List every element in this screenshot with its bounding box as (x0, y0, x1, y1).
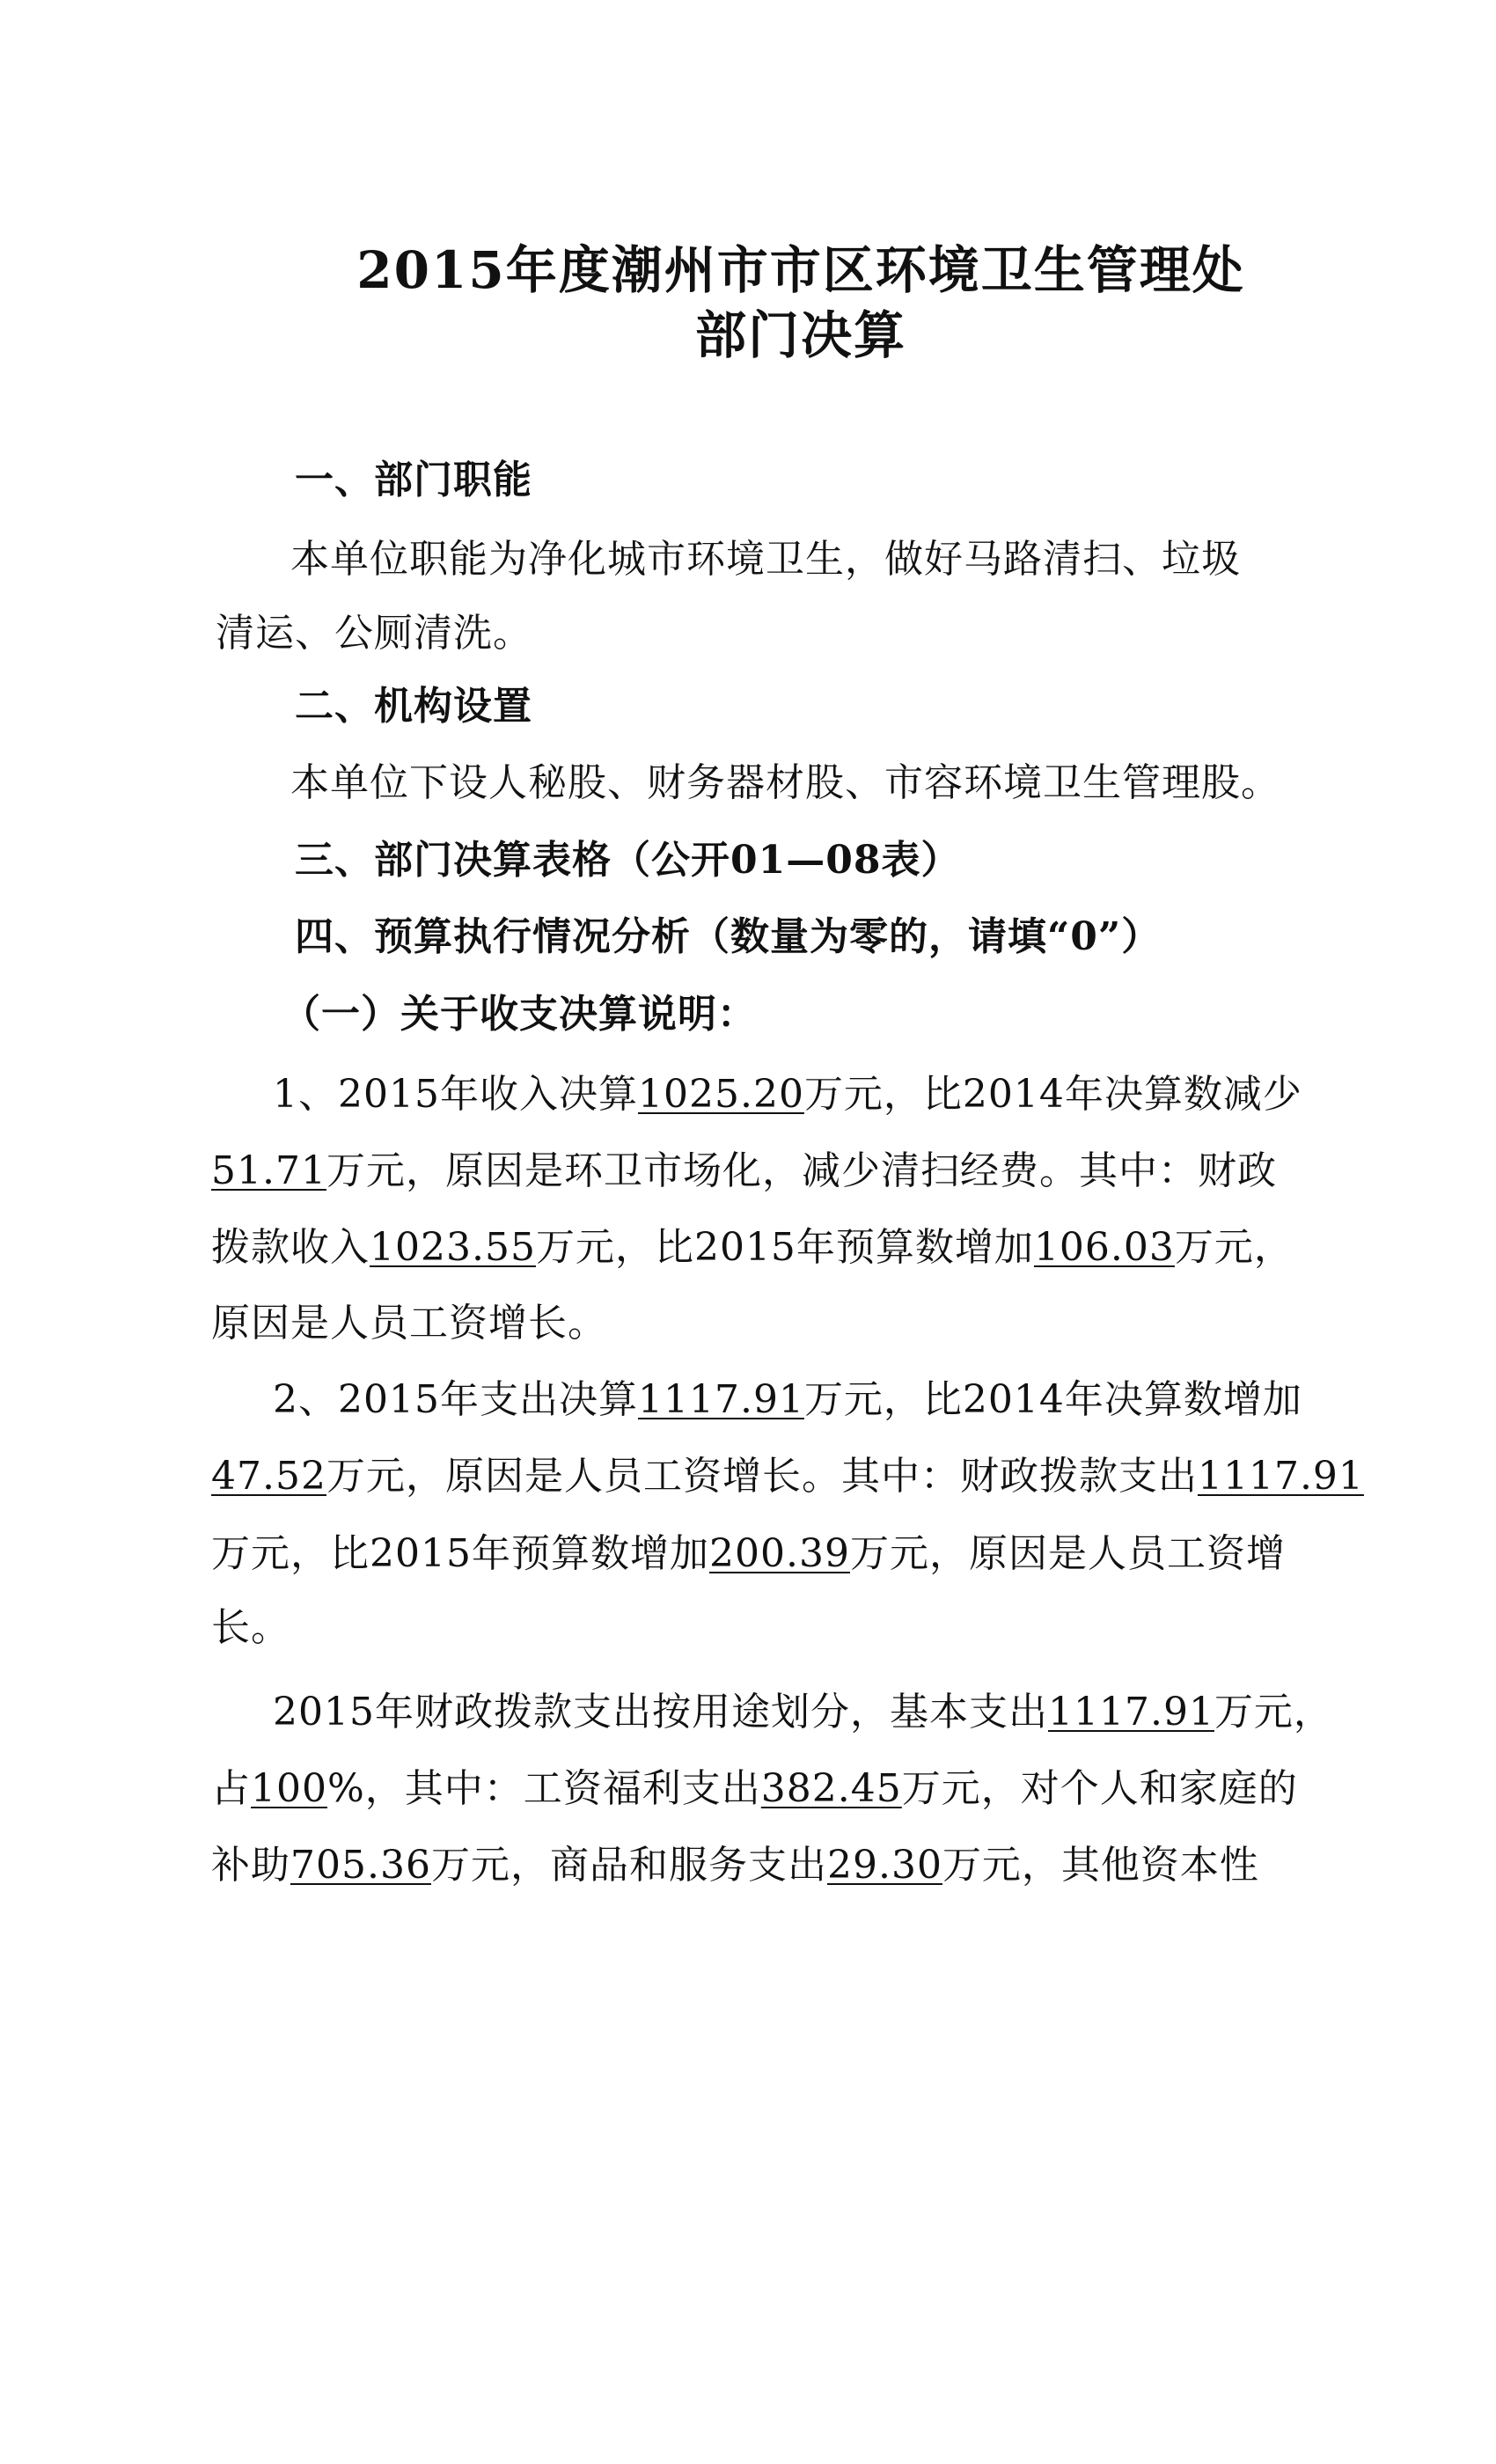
p2-text: 万元，原因是人员工资增 (849, 1531, 1286, 1576)
section-heading-functions: 一、部门职能 (295, 458, 532, 502)
p2-increase-value: 47.52 (211, 1454, 326, 1499)
p2-text: 万元，原因是人员工资增长。其中：财政拨款支出 (326, 1454, 1198, 1499)
document-title-line1: 2015年度潮州市市区环境卫生管理处 (356, 240, 1245, 300)
p3-subsidy-value: 705.36 (290, 1843, 431, 1888)
p3-line1 (273, 1688, 1333, 1737)
p2-text: 2、2015年支出决算 (273, 1377, 638, 1422)
p2-budget-increase-value: 200.39 (708, 1531, 850, 1576)
p3-text: %，其中：工资福利支出 (326, 1766, 761, 1811)
p2-appropriation-expense-value: 1117.91 (1197, 1454, 1364, 1499)
subsection-heading-revenue-expense: （一）关于收支决算说明： (282, 992, 757, 1037)
section-heading-tables: 三、部门决算表格（公开01—08表） (295, 838, 961, 883)
p1-income-value: 1025.20 (637, 1072, 804, 1117)
functions-text-line1: 本单位职能为净化城市环境卫生，做好马路清扫、垃圾 (290, 537, 1241, 582)
p1-line3 (211, 1223, 1294, 1272)
p1-increase-value: 106.03 (1033, 1225, 1175, 1270)
p1-text: 拨款收入 (211, 1225, 370, 1270)
p2-line2 (211, 1452, 1364, 1501)
p1-text: 万元，原因是环卫市场化，减少清扫经费。其中：财政 (326, 1148, 1277, 1193)
p3-text: 补助 (211, 1843, 290, 1888)
p2-line3 (211, 1529, 1286, 1579)
p2-text: 万元，比2014年决算数增加 (803, 1377, 1302, 1422)
p3-text: 万元， (1214, 1690, 1333, 1734)
p3-line2 (211, 1764, 1298, 1814)
p1-appropriation-income-value: 1023.55 (370, 1225, 536, 1270)
section-heading-organization: 二、机构设置 (295, 684, 532, 729)
p2-line4: 长。 (211, 1605, 290, 1650)
p3-text: 万元，对个人和家庭的 (901, 1766, 1298, 1811)
p3-text: 2015年财政拨款支出按用途划分，基本支出 (273, 1690, 1048, 1734)
p3-goods-services-value: 29.30 (826, 1843, 942, 1888)
p1-line2 (211, 1147, 1277, 1196)
p3-text: 占 (211, 1766, 251, 1811)
organization-text: 本单位下设人秘股、财务器材股、市容环境卫生管理股。 (290, 760, 1280, 805)
p1-text: 万元， (1174, 1225, 1294, 1270)
p2-text: 万元，比2015年预算数增加 (211, 1531, 709, 1576)
p3-percent-value: 100 (251, 1766, 327, 1811)
section-heading-analysis: 四、预算执行情况分析（数量为零的，请填“0”） (295, 914, 1162, 959)
functions-text-line2: 清运、公厕清洗。 (216, 611, 532, 656)
p1-line4: 原因是人员工资增长。 (211, 1301, 607, 1346)
p3-text: 万元，其他资本性 (942, 1843, 1259, 1888)
p3-text: 万元，商品和服务支出 (430, 1843, 827, 1888)
document-title-line2: 部门决算 (694, 305, 906, 365)
p1-text: 万元，比2015年预算数增加 (535, 1225, 1034, 1270)
p2-line1 (273, 1375, 1302, 1425)
p3-wage-welfare-value: 382.45 (760, 1766, 902, 1811)
p3-basic-expense-value: 1117.91 (1047, 1690, 1214, 1734)
p3-line3 (211, 1841, 1259, 1890)
p1-decrease-value: 51.71 (211, 1148, 326, 1193)
p1-text: 万元，比2014年决算数减少 (803, 1072, 1302, 1117)
p2-expense-value: 1117.91 (637, 1377, 804, 1422)
p1-line1 (273, 1070, 1302, 1119)
p1-text: 1、2015年收入决算 (273, 1072, 638, 1117)
